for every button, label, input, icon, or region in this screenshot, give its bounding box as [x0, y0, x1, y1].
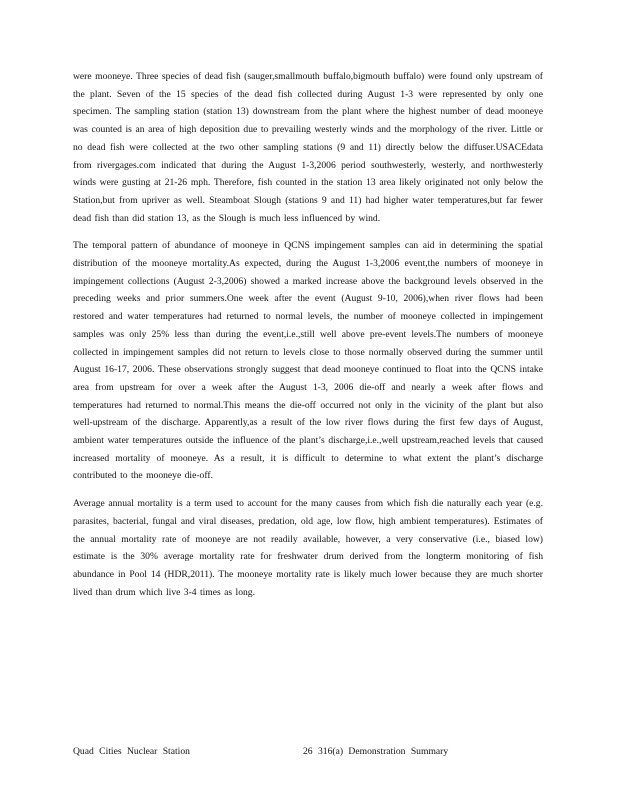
- paragraph-1: were mooneye. Three species of dead fish (sauger,smallmouth buffalo,bigmouth buffalo) were found only upstream of the plant. Seven of the 15 species of the dead fish collected during August 1-3 were represented by only one specimen. The sampling station (station 13) downstream from the plant where the highest number of dead mooneye was counted is an area of high deposition due to prevailing westerly winds and the morphology of the river. Little or no dead fish were collected at the two other sampling stations (9 and 11) directly below the diffuser.USACEdata from rivergages.com indicated that during the August 1-3,2006 period southwesterly, westerly, and northwesterly winds were gusting at 21-26 mph. Therefore, fish counted in the station 13 area likely originated not only below the Station,but from upriver as well. Steamboat Slough (stations 9 and 11) had higher water temperatures,but far fewer dead fish than did station 13, as the Slough is much less influenced by wind.: [73, 71, 543, 224]
- page-footer: [73, 745, 543, 759]
- footer-page-label: 26 316(a) Demonstration Summary: [303, 746, 449, 757]
- footer-station-name: Quad Cities Nuclear Station: [73, 746, 190, 757]
- paragraph-3: Average annual mortality is a term used to account for the many causes from which fish die naturally each year (e.g. parasites, bacterial, fungal and viral diseases, predation, old age, low flow, high ambient temperatures). Estimates of the annual mortality rate of mooneye are not readily available, however, a very conservative (i.e., biased low) estimate is the 30% average mortality rate for freshwater drum derived from the longterm monitoring of fish abundance in Pool 14 (HDR,2011). The mooneye mortality rate is likely much lower because they are much shorter lived than drum which live 3-4 times as long.: [73, 498, 543, 598]
- body-text: [73, 68, 543, 601]
- paragraph-2: The temporal pattern of abundance of mooneye in QCNS impingement samples can aid in determining the spatial distribution of the mooneye mortality.As expected, during the August 1-3,2006 event,the numbers of mooneye in impingement collections (August 2-3,2006) showed a marked increase above the background levels observed in the preceding weeks and prior summers.One week after the event (August 9-10, 2006),when river flows had been restored and water temperatures had returned to normal levels, the number of mooneye collected in impingement samples was only 25% less than during the event,i.e.,still well above pre-event levels.The numbers of mooneye collected in impingement samples did not return to levels close to those normally observed during the summer until August 16-17, 2006. These observations strongly suggest that dead mooneye continued to float into the QCNS intake area from upstream for over a week after the August 1-3, 2006 die-off and nearly a week after flows and temperatures had returned to normal.This means the die-off occurred not only in the vicinity of the plant but also well-upstream of the discharge. Apparently,as a result of the low river flows during the first few days of August, ambient water temperatures outside the influence of the plant’s discharge,i.e.,well upstream,reached levels that caused increased mortality of mooneye. As a result, it is difficult to determine to what extent the plant’s discharge contributed to the mooneye die-off.: [73, 240, 543, 482]
